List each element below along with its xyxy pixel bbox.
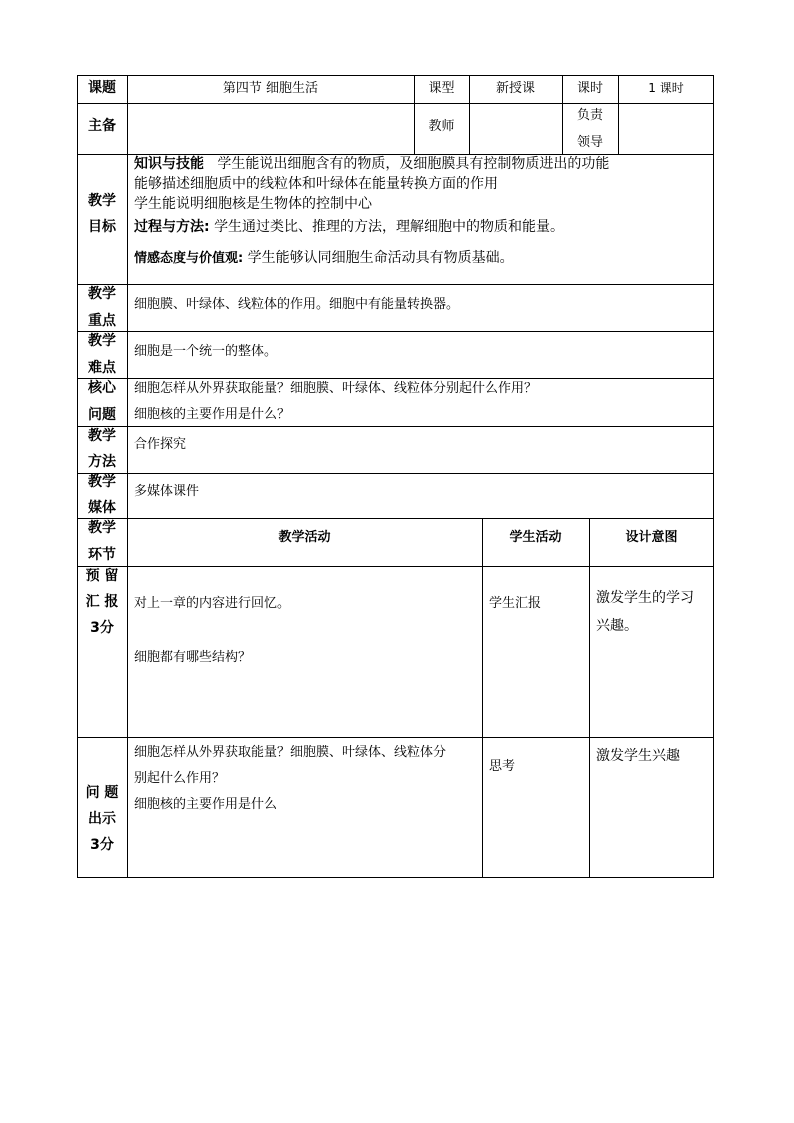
hours-value: 1 课时 [648,81,684,95]
stage-2-activity-1: 细胞怎样从外界获取能量？细胞膜、叶绿体、线粒体分 [134,745,447,760]
topic-value: 第四节 细胞生活 [222,81,319,96]
stage-1-line2: 汇 报 [85,594,119,610]
row-divider [77,284,714,285]
difficulty-label-line2: 难点 [88,360,116,376]
col-header-student: 学生活动 [509,530,562,545]
core-question-line-2: 细胞核的主要作用是什么？ [134,407,291,422]
row-divider [77,518,714,519]
media-label-line2: 媒体 [88,500,116,516]
difficulty-label-line1: 教学 [88,333,116,349]
stage-1-intent-1: 激发学生的学习 [596,590,694,606]
stage-2-line3: 3分 [90,837,114,853]
knowledge-line-1 [134,155,609,174]
stage-2-intent-1: 激发学生兴趣 [596,748,680,764]
stage-2-line2: 出示 [88,811,116,827]
goals-label-line1: 教学 [88,193,116,209]
knowledge-text-1: 学生能说出细胞含有的物质，及细胞膜具有控制物质进出的功能 [217,156,610,172]
key-label-line1: 教学 [88,286,116,302]
stage-2-activity-3: 细胞核的主要作用是什么 [134,797,278,812]
process-title: 过程与方法: [134,219,210,235]
emotion-text: 学生能够认同细胞生命活动具有物质基础。 [247,250,514,266]
type-label: 课型 [428,81,455,96]
col-divider [127,75,128,878]
method-label-line2: 方法 [88,454,116,470]
process-label-line1: 教学 [88,520,116,536]
knowledge-line-3: 学生能说明细胞核是生物体的控制中心 [134,196,372,212]
stage-1-line1: 预 留 [85,568,119,584]
stage-2-line1: 问 题 [85,785,119,801]
col-header-activity: 教学活动 [278,530,331,545]
stage-1-activity-2: 细胞都有哪些结构？ [134,650,252,665]
col-header-intent: 设计意图 [625,530,678,545]
col-divider [482,518,483,878]
stage-2-student: 思考 [489,759,516,774]
row-divider [77,566,714,567]
process-label-line2: 环节 [88,547,116,563]
stage-2-activity-2: 别起什么作用？ [134,771,226,786]
core-label-line1: 核心 [88,380,116,396]
emotion-goal-line [134,249,514,268]
method-label-line1: 教学 [88,428,116,444]
row-divider [77,737,714,738]
knowledge-title: 知识与技能 [134,156,204,172]
knowledge-line-2: 能够描述细胞质中的线粒体和叶绿体在能量转换方面的作用 [134,176,498,192]
hours-label: 课时 [576,81,603,96]
key-points-text: 细胞膜、叶绿体、线粒体的作用。细胞中有能量转换器。 [134,297,460,312]
teacher-label: 教师 [428,119,455,134]
core-label-line2: 问题 [88,407,116,423]
row-divider [77,473,714,474]
col-divider [589,518,590,878]
stage-1-intent-2: 兴趣。 [596,618,638,634]
method-text: 合作探究 [134,437,187,452]
core-question-line-1: 细胞怎样从外界获取能量？细胞膜、叶绿体、线粒体分别起什么作用？ [134,381,538,396]
stage-1-line3: 3分 [90,620,114,636]
emotion-title: 情感态度与价值观: [134,251,244,266]
process-text: 学生通过类比、推理的方法，理解细胞中的物质和能量。 [214,219,565,235]
type-value: 新授课 [495,81,535,96]
row-divider [77,331,714,332]
stage-1-student: 学生汇报 [489,596,542,611]
preparer-label: 主备 [88,118,116,134]
lesson-plan-table [77,75,717,881]
leader-label-line1: 负责 [576,108,603,123]
stage-1-activity-1: 对上一章的内容进行回忆。 [134,596,291,611]
goals-label-line2: 目标 [88,219,116,235]
difficulties-text: 细胞是一个统一的整体。 [134,344,278,359]
row-divider [77,426,714,427]
key-label-line2: 重点 [88,313,116,329]
leader-label-line2: 领导 [576,135,603,150]
topic-label: 课题 [88,80,116,96]
media-text: 多媒体课件 [134,484,200,499]
process-goal-line [134,218,564,237]
media-label-line1: 教学 [88,474,116,490]
